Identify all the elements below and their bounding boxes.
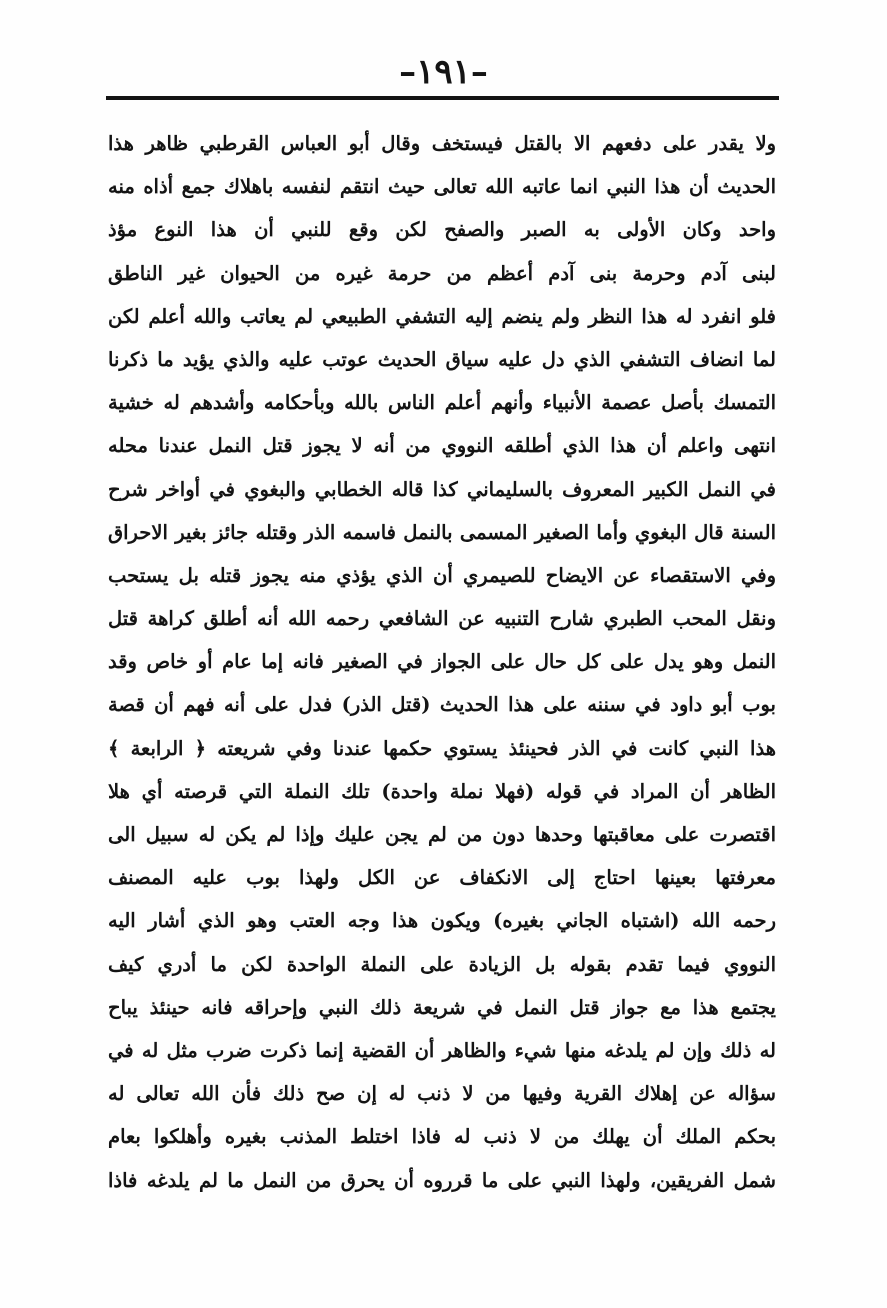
text-line: ونقل المحب الطبري شارح التنبيه عن الشافعي رحمه الله أنه أطلق كراهة قتل: [108, 607, 776, 631]
text-line: في النمل الكبير المعروف بالسليماني كذا قاله الخطابي والبغوي في أواخر شرح: [108, 477, 776, 501]
text-line: وفي الاستقصاء عن الايضاح للصيمري أن الذي يؤذي منه يجوز قتله بل يستحب: [108, 563, 776, 587]
text-line: الحديث أن هذا النبي انما عاتبه الله تعالى حيث انتقم لنفسه باهلاك جمع أذاه منه: [108, 175, 776, 199]
body-text: [108, 122, 776, 1202]
text-line: لبنى آدم وحرمة بنى آدم أعظم من حرمة غيره من الحيوان غير الناطق: [108, 261, 776, 285]
text-line: شمل الفريقين، ولهذا النبي على ما قرروه أن يحرق من النمل ما لم يلدغه فاذا: [108, 1168, 776, 1192]
page-number: –۱۹۱–: [399, 52, 488, 92]
text-line: النووي فيما تقدم بقوله بل الزيادة على النملة الواحدة لكن ما أدري كيف: [108, 952, 776, 976]
text-line: بوب أبو داود في سننه على هذا الحديث (قتل الذر) فدل على أنه فهم أن قصة: [108, 693, 776, 717]
text-line: السنة قال البغوي وأما الصغير المسمى بالنمل فاسمه الذر وقتله جائز بغير الاحراق: [108, 520, 776, 544]
text-line: لما انضاف التشفي الذي دل عليه سياق الحديث عوتب عليه والذي يؤيد ما ذكرنا: [108, 347, 776, 371]
text-line: يجتمع هذا مع جواز قتل النمل في شريعة ذلك النبي وإحراقه فانه حينئذ يباح: [108, 995, 776, 1019]
text-line: واحد وكان الأولى به الصبر والصفح لكن وقع للنبي أن هذا النوع مؤذ: [108, 218, 776, 242]
text-line: التمسك بأصل عصمة الأنبياء وأنهم أعلم الناس بالله وبأحكامه وأشدهم له خشية: [108, 391, 776, 415]
header-rule: [106, 96, 779, 100]
text-line: رحمه الله (اشتباه الجاني بغيره) ويكون هذا وجه العتب وهو الذي أشار اليه: [108, 909, 776, 933]
text-line: الظاهر أن المراد في قوله (فهلا نملة واحدة) تلك النملة التي قرصته أي هلا: [108, 779, 776, 803]
text-line: له ذلك وإن لم يلدغه منها شيء والظاهر أن القضية إنما ذكرت ضرب مثل له في: [108, 1038, 776, 1062]
text-line: معرفتها بعينها احتاج إلى الانكفاف عن الكل ولهذا بوب عليه المصنف: [108, 866, 776, 890]
text-line: هذا النبي كانت في الذر فحينئذ يستوي حكمها عندنا وفي شريعته ﴿ الرابعة ﴾: [108, 736, 776, 760]
text-line: انتهى واعلم أن هذا الذي أطلقه النووي من أنه لا يجوز قتل النمل عندنا محله: [108, 434, 776, 458]
text-line: بحكم الملك أن يهلك من لا ذنب له فاذا اختلط المذنب بغيره وأهلكوا بعام: [108, 1125, 776, 1149]
text-line: فلو انفرد له هذا النظر ولم ينضم إليه التشفي الطبيعي لم يعاتب والله أعلم لكن: [108, 304, 776, 328]
text-line: سؤاله عن إهلاك القرية وفيها من لا ذنب له إن صح ذلك فأن الله تعالى له: [108, 1082, 776, 1106]
text-line: اقتصرت على معاقبتها وحدها دون من لم يجن عليك وإذا لم يكن له سبيل الى: [108, 823, 776, 846]
text-line: النمل وهو يدل على كل حال على الجواز في الصغير فانه إما عام أو خاص وقد: [108, 650, 776, 674]
text-line: ولا يقدر على دفعهم الا بالقتل فيستخف وقال أبو العباس القرطبي ظاهر هذا: [108, 132, 776, 155]
